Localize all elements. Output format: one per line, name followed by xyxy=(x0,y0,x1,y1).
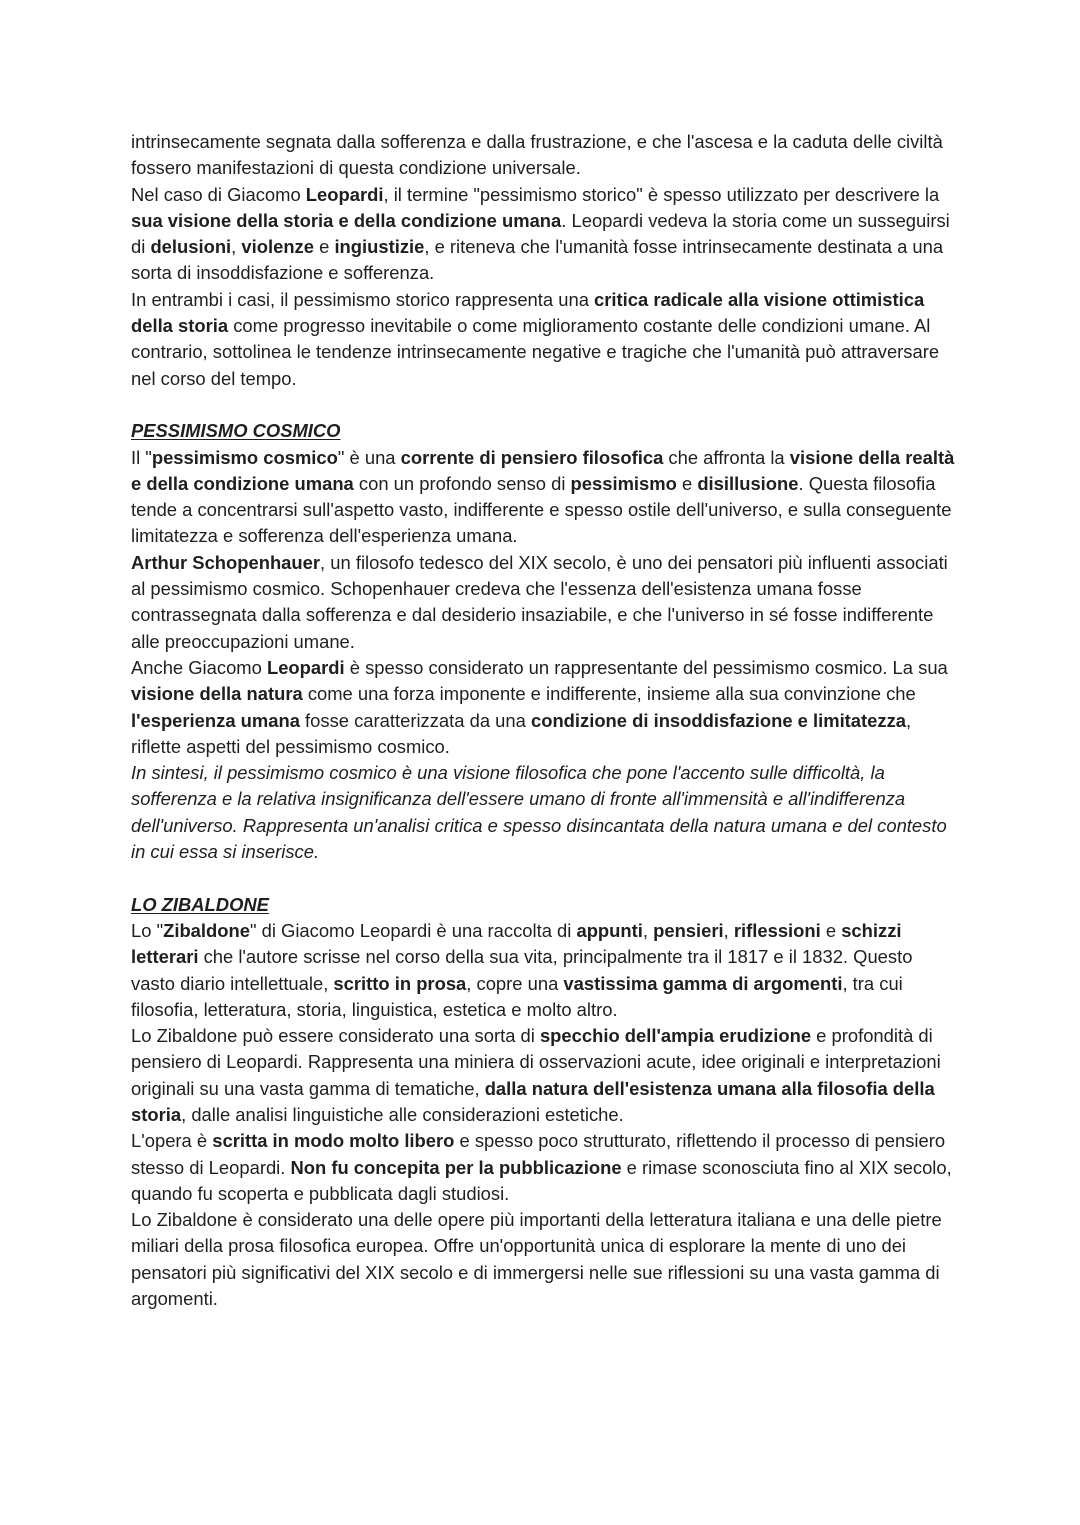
bold-text: Zibaldone xyxy=(163,919,250,941)
bold-text: sua visione della storia e della condizione umana xyxy=(131,209,562,231)
bold-text: pessimismo cosmico xyxy=(151,446,338,468)
heading-pessimismo-cosmico: PESSIMISMO COSMICO xyxy=(131,420,341,442)
text-run: , copre una xyxy=(466,972,564,994)
bold-text: Arthur Schopenhauer xyxy=(131,551,321,573)
heading-lo-zibaldone: LO ZIBALDONE xyxy=(131,893,269,915)
bold-text: delusioni xyxy=(150,236,232,258)
text-run: , riflette aspetti del pessimismo cosmico. xyxy=(131,709,912,757)
bold-text: appunti xyxy=(576,919,643,941)
paragraph-storico-summary xyxy=(131,287,956,392)
paragraph-leopardi-storico xyxy=(131,182,956,287)
paragraph-zibaldone-specchio xyxy=(131,1023,956,1128)
bold-text: vastissima gamma di argomenti xyxy=(563,972,843,994)
bold-text: visione della natura xyxy=(131,683,303,705)
bold-text: pessimismo xyxy=(570,472,677,494)
paragraph-leopardi-cosmico xyxy=(131,655,956,760)
paragraph-zibaldone-importanza xyxy=(131,1207,956,1312)
text-run: , il termine "pessimismo storico" è spesso utilizzato per descrivere la xyxy=(383,183,940,205)
bold-text: Non fu concepita per la pubblicazione xyxy=(290,1156,622,1178)
text-run: come una forza imponente e indifferente, insieme alla sua convinzione che xyxy=(302,683,916,705)
bold-text: disillusione xyxy=(697,472,799,494)
bold-text: visione della realtà e della condizione umana xyxy=(131,446,955,494)
paragraph-zibaldone-definition xyxy=(131,918,956,1023)
text-run: In sintesi, il pessimismo cosmico è una visione filosofica che pone l'accento sulle difficoltà, la sofferenza e la relativa insignificanza dell'essere umano di fronte all'immensità e all'indifferenza dell'universo. Rappresenta un'analisi critica e spesso disincantata della natura umana e del contesto in cui essa si inserisce. xyxy=(131,762,947,863)
bold-text: violenze xyxy=(241,236,314,258)
bold-text: condizione di insoddisfazione e limitatezza xyxy=(530,709,906,731)
text-run: Lo Zibaldone è considerato una delle opere più importanti della letteratura italiana e una delle pietre miliari della prosa filosofica europea. Offre un'opportunità unica di esplorare la mente di uno dei pensatori più significativi del XIX secolo e di immergersi nelle sue riflessioni su una vasta gamma di argomenti. xyxy=(131,1209,942,1310)
paragraph-cosmico-definition xyxy=(131,445,956,550)
text-run: . Leopardi vedeva la storia come un susseguirsi di xyxy=(131,209,950,258)
bold-text: schizzi letterari xyxy=(131,919,902,968)
text-run: . Questa filosofia tende a concentrarsi sull'aspetto vasto, indifferente e spesso ostile dell'universo, e sulla conseguente limitatezza e sofferenza dell'esperienza umana. xyxy=(131,472,952,547)
text-run: fosse caratterizzata da una xyxy=(299,709,531,731)
text-run: che affronta la xyxy=(663,446,790,468)
text-run: che l'autore scrisse nel corso della sua vita, principalmente tra il 1817 e il 1832. Questo vasto diario intellettuale, xyxy=(131,946,913,994)
text-run: , dalle analisi linguistiche alle considerazioni estetiche. xyxy=(181,1103,624,1125)
text-run: come progresso inevitabile o come miglioramento costante delle condizioni umane. Al contrario, sottolinea le tendenze intrinsecamente negative e tragiche che l'umanità può attraversare nel corso del tempo. xyxy=(131,315,940,389)
text-run: Lo " xyxy=(131,919,164,941)
bold-text: scritta in modo molto libero xyxy=(212,1130,455,1152)
bold-text: pensieri xyxy=(653,919,724,941)
text-run: intrinsecamente segnata dalla sofferenza e dalla frustrazione, e che l'ascesa e la caduta delle civiltà fossero manifestazioni di questa condizione universale. xyxy=(131,131,943,179)
paragraph-zibaldone-stile xyxy=(131,1128,956,1207)
bold-text: critica radicale alla visione ottimistica della storia xyxy=(131,288,925,337)
text-run: e profondità di pensiero di Leopardi. Rappresenta una miniera di osservazioni acute, idee originali e interpretazioni originali su una vasta gamma di tematiche, xyxy=(131,1025,941,1099)
bold-text: dalla natura dell'esistenza umana alla filosofia della storia xyxy=(131,1077,935,1125)
text-run: , xyxy=(723,919,734,941)
text-run: Nel caso di Giacomo xyxy=(131,183,306,205)
text-run: Il " xyxy=(131,446,152,468)
text-run: , e riteneva che l'umanità fosse intrinsecamente destinata a una sorta di insoddisfazione e sofferenza. xyxy=(131,236,944,284)
text-run: " è una xyxy=(337,446,401,468)
text-run: , xyxy=(231,236,242,258)
text-run: e xyxy=(313,236,335,258)
text-run: e xyxy=(676,472,698,494)
bold-text: corrente di pensiero filosofica xyxy=(400,446,664,468)
bold-text: Leopardi xyxy=(305,183,384,205)
paragraph-spacer xyxy=(131,392,956,418)
bold-text: specchio dell'ampia erudizione xyxy=(539,1025,812,1047)
text-run: e rimase sconosciuta fino al XIX secolo, quando fu scoperta e pubblicata dagli studiosi. xyxy=(131,1156,952,1204)
text-run: , un filosofo tedesco del XIX secolo, è uno dei pensatori più influenti associati al pessimismo cosmico. Schopenhauer credeva che l'essenza dell'esistenza umana fosse contrassegnata dalla sofferenza e dal desiderio insaziabile, e che l'universo in sé fosse indifferente alle preoccupazioni umane. xyxy=(131,551,948,652)
text-run: Lo Zibaldone può essere considerato una sorta di xyxy=(131,1025,540,1047)
text-run: con un profondo senso di xyxy=(353,472,571,494)
text-run: " di Giacomo Leopardi è una raccolta di xyxy=(249,919,577,941)
text-run: , tra cui filosofia, letteratura, storia, linguistica, estetica e molto altro. xyxy=(131,972,903,1020)
text-run: In entrambi i casi, il pessimismo storico rappresenta una xyxy=(131,288,595,310)
text-run: Anche Giacomo xyxy=(131,656,267,678)
document-page xyxy=(131,129,956,1312)
bold-text: scritto in prosa xyxy=(333,972,467,994)
bold-text: Leopardi xyxy=(266,656,345,678)
bold-text: l'esperienza umana xyxy=(131,709,300,731)
bold-text: riflessioni xyxy=(733,919,821,941)
text-run: e spesso poco strutturato, riflettendo il processo di pensiero stesso di Leopardi. xyxy=(131,1130,946,1178)
text-run: , xyxy=(642,919,654,941)
text-run: è spesso considerato un rappresentante del pessimismo cosmico. La sua xyxy=(344,656,948,678)
bold-text: ingiustizie xyxy=(334,236,425,258)
text-run: e xyxy=(820,919,842,941)
paragraph-schopenhauer xyxy=(131,550,956,655)
paragraph-intro-continuation xyxy=(131,129,956,182)
text-run: L'opera è xyxy=(131,1130,213,1152)
paragraph-spacer xyxy=(131,865,956,891)
paragraph-cosmico-summary xyxy=(131,760,956,865)
